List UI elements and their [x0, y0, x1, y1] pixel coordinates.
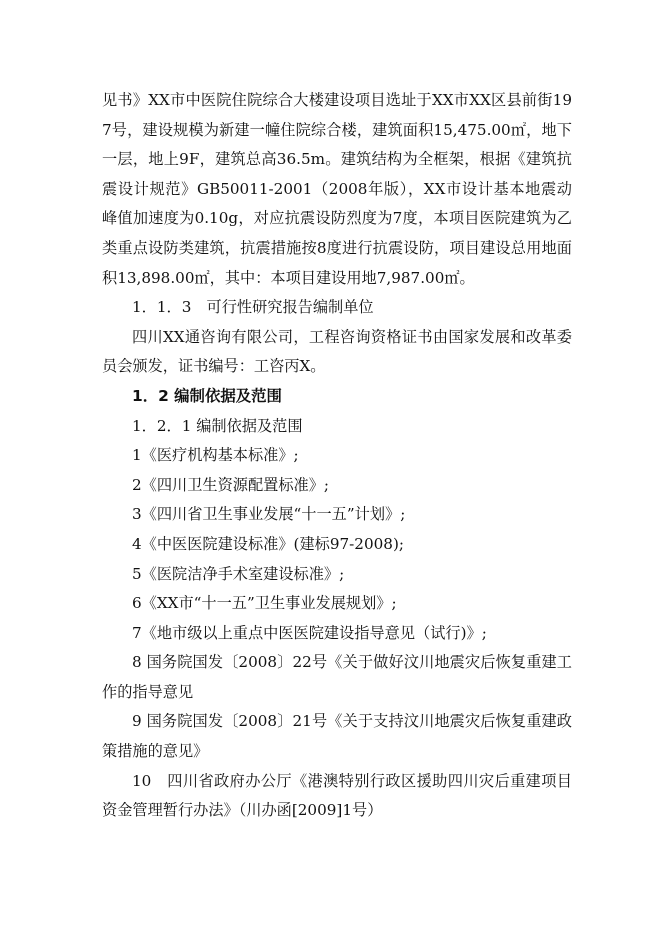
list-item: 9 国务院国发〔2008〕21号《关于支持汶川地震灾后恢复重建政策措施的意见》	[102, 712, 572, 761]
section-1-2-1-title: 1．2．1 编制依据及范围	[132, 416, 303, 435]
section-1-1-3-title: 1．1．3 可行性研究报告编制单位	[132, 298, 374, 317]
intro-paragraph: 见书》XX市中医院住院综合大楼建设项目选址于XX市XX区县前街197号，建设规模为新建一幢住院综合楼，建筑面积15,475.00㎡，地下一层，地上9F，建筑总高36.5m。建筑结构为全框架，根据《建筑抗震设计规范》GB50011-2001（2008年版），XX市设计基本地震动峰值加速度为0.10g，对应抗震设防烈度为7度，本项目医院建筑为乙类重点设防类建筑，抗震措施按8度进行抗震设防，项目建设总用地面积13,898.00㎡，其中：本项目建设用地7,987.00㎡。	[102, 91, 572, 287]
list-item: 3《四川省卫生事业发展“十一五”计划》;	[132, 505, 406, 524]
list-item: 10 四川省政府办公厅《港澳特别行政区援助四川灾后重建项目资金管理暂行办法》（川办函[2009]1号）	[102, 771, 572, 820]
document-body	[102, 86, 572, 826]
list-item: 1《医疗机构基本标准》;	[132, 446, 299, 465]
list-item: 5《医院洁净手术室建设标准》;	[132, 564, 345, 583]
list-item: 2《四川卫生资源配置标准》;	[132, 475, 330, 494]
list-item: 6《XX市“十一五”卫生事业发展规划》;	[132, 594, 397, 613]
list-item: 8 国务院国发〔2008〕22号《关于做好汶川地震灾后恢复重建工作的指导意见	[102, 653, 572, 701]
section-1-2-heading: 1．2 编制依据及范围	[132, 386, 282, 405]
list-item: 4《中医医院建设标准》(建标97-2008);	[132, 534, 404, 553]
section-1-1-3-body: 四川XX通咨询有限公司，工程咨询资格证书由国家发展和改革委员会颁发，证书编号：工咨丙X。	[102, 327, 572, 376]
list-item: 7《地市级以上重点中医医院建设指导意见（试行)》;	[132, 623, 487, 642]
